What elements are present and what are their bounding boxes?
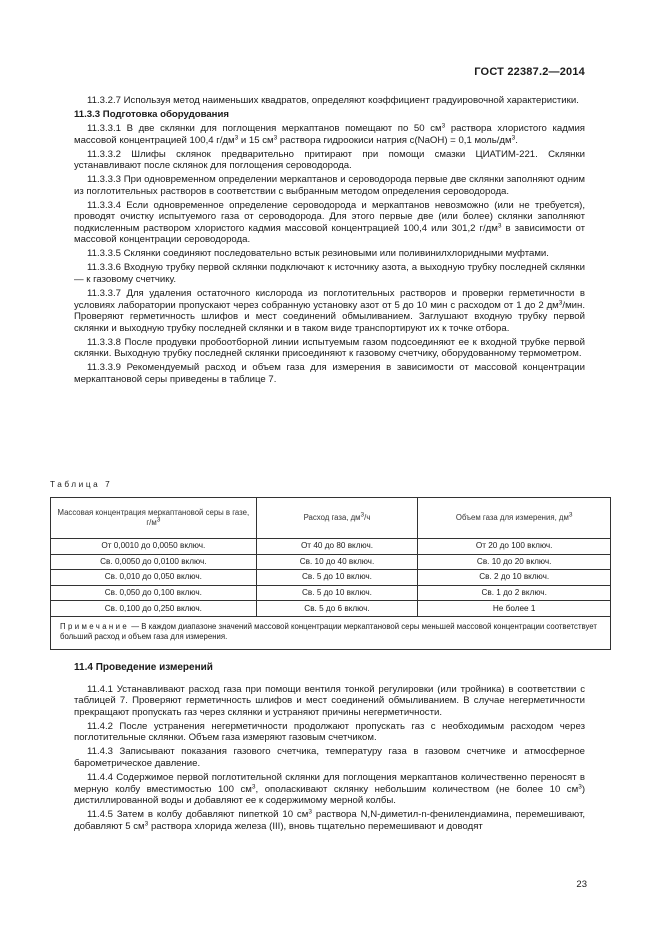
superscript: 3	[441, 122, 446, 130]
superscript: 3	[578, 783, 582, 791]
table-cell: От 40 до 80 включ.	[256, 539, 418, 555]
text-run: раствора N,N-диметил-n-фенилендиамина, перемешивают, добавляют 5 см	[74, 809, 586, 832]
table-cell: Св. 0,0050 до 0,0100 включ.	[51, 554, 257, 570]
paragraph-11-3-3-2: 11.3.3.2 Шлифы склянок предварительно притирают при помощи смазки ЦИАТИМ-221. Склянки устанавливают после склянок для поглощения сероводорода.	[74, 148, 585, 172]
table-row	[51, 585, 611, 601]
text-run: 11.4.4 Содержимое первой поглотительной склянки для поглощения меркаптанов количественно переносят в мерную колбу вместимостью 100 см	[74, 771, 585, 795]
table-7	[50, 497, 611, 650]
paragraph-11-4-1: 11.4.1 Устанавливают расход газа при помощи вентиля тонкой регулировки (или тройника) в соответствии с таблицей 7. Проверяют герметичность шлифов и мест соединений обмыливанием. В случае негерметичности прекращают пропускать газ через склянки и устраняют причины негерметичности.	[74, 683, 585, 718]
paragraph-11-3-3-4	[74, 200, 585, 246]
header-text: Объем газа для измерения, дм	[455, 513, 569, 522]
text-run: 11.3.3.4 Если одновременное определение сероводорода и меркаптанов невозможно (или не требуется), проводят очистку испытуемого газа от сероводорода. Для этого первые две (или более) склянки заполняют подкисленным раствором хлористого кадмия массовой концентрацией 100,4 или 301,2 г/дм	[74, 199, 585, 234]
heading-11-4: 11.4 Проведение измерений	[74, 662, 213, 673]
header-text: Расход газа, дм	[303, 513, 361, 522]
header-gas-volume	[418, 498, 611, 539]
page-number: 23	[576, 879, 587, 890]
header-flow-rate	[256, 498, 418, 539]
text-run: .	[515, 134, 518, 146]
table-cell: От 0,0010 до 0,0050 включ.	[51, 539, 257, 555]
superscript: 3	[558, 299, 563, 307]
paragraph-11-4-4	[74, 772, 585, 807]
paragraph-11-3-3-7	[74, 288, 585, 334]
text-run: 11.3.3.1 В две склянки для поглощения меркаптанов помещают по 50 см	[87, 122, 442, 134]
text-run: /мин. Проверяют герметичность шлифов и мест соединений обмыливанием. Заглушают входную трубку первой склянки и выходную трубку последней склянки и в таком виде транспортируют их к точке отбора.	[74, 299, 585, 334]
superscript: 3	[251, 783, 256, 791]
table-header-row	[51, 498, 611, 539]
text-run: в зависимости от массовой концентрации сероводорода.	[74, 222, 585, 246]
superscript: 3	[273, 134, 278, 142]
superscript: 3	[234, 134, 239, 142]
paragraph-11-4-2: 11.4.2 После устранения негерметичности продолжают пропускать газ с необходимым расходом через поглотительные склянки. Объем газа измеряют газовым счетчиком.	[74, 720, 585, 744]
text-run: раствора хлористого кадмия массовой концентрацией 100,4 г/дм	[74, 122, 585, 146]
note-label: Примечание	[60, 621, 130, 631]
text-run: и 15 см	[238, 134, 274, 146]
superscript: 3	[144, 820, 149, 828]
paragraph-11-4-5	[74, 809, 585, 832]
paragraph-11-3-3-3: 11.3.3.3 При одновременном определении меркаптанов и сероводорода первые две склянки заполняют одним из поглотительных растворов в соответствии с выбранным методом определения сероводорода.	[74, 174, 585, 197]
table-cell: Св. 10 до 40 включ.	[256, 554, 418, 570]
text-run: , ополаскивают склянку небольшим количеством (не более 10 см	[255, 783, 579, 795]
table-cell: От 20 до 100 включ.	[418, 539, 611, 555]
table-cell: Св. 0,100 до 0,250 включ.	[51, 601, 257, 617]
text-run: 11.4.5 Затем в колбу добавляют пипеткой 10 см	[87, 809, 309, 821]
paragraph-11-3-3-1	[74, 123, 585, 146]
text-run: раствора хлорида железа (III), вновь тщательно перемешивают и доводят	[148, 820, 483, 832]
text-run: 11.3.3.7 Для удаления остаточного кислорода из поглотительных растворов и проверки герметичности в условиях лаборатории пропускают через собранную установку азот от 5 до 10 мин с расходом от 1 до 2 дм	[74, 288, 585, 311]
superscript: 3	[568, 511, 573, 519]
table-cell: Св. 5 до 6 включ.	[256, 601, 418, 617]
superscript: 3	[511, 134, 516, 142]
table-row	[51, 539, 611, 555]
superscript: 3	[156, 516, 161, 524]
paragraph-11-3-3-5: 11.3.3.5 Склянки соединяют последовательно встык резиновыми или поливинилхлоридными муфтами.	[87, 248, 549, 260]
document-code: ГОСТ 22387.2—2014	[474, 66, 585, 78]
superscript: 3	[308, 808, 312, 816]
table-row	[51, 570, 611, 586]
paragraph-11-3-3-6: 11.3.3.6 Входную трубку первой склянки подключают к источнику азота, а выходную трубку последней склянки — к газовому счетчику.	[74, 262, 585, 286]
table-cell: Св. 2 до 10 включ.	[418, 570, 611, 586]
note-text: — В каждом диапазоне значений массовой концентрации меркаптановой серы меньшей массовой концентрации соответствует больший расход и объем газа для измерения.	[60, 621, 597, 642]
section-11-4	[74, 662, 585, 835]
table-cell: Не более 1	[418, 601, 611, 617]
table-note	[51, 616, 611, 649]
table-cell: Св. 5 до 10 включ.	[256, 570, 418, 586]
paragraph-11-3-2-7: 11.3.2.7 Используя метод наименьших квадратов, определяют коэффициент градуировочной характеристики.	[87, 95, 579, 106]
table-cell: Св. 10 до 20 включ.	[418, 554, 611, 570]
superscript: 3	[360, 511, 365, 519]
table-row	[51, 554, 611, 570]
table-cell: Св. 5 до 10 включ.	[256, 585, 418, 601]
header-text: Массовая концентрация меркаптановой серы в газе, г/м	[57, 508, 250, 527]
table-cell: Св. 0,010 до 0,050 включ.	[51, 570, 257, 586]
header-concentration	[51, 498, 257, 539]
paragraph-11-4-3: 11.4.3 Записывают показания газового счетчика, температуру газа в газовом счетчике и атмосферное барометрическое давление.	[74, 746, 585, 769]
paragraph-11-3-3-9: 11.3.3.9 Рекомендуемый расход и объем газа для измерения в зависимости от массовой концентрации меркаптановой серы приведены в таблице 7.	[74, 362, 585, 385]
table-note-row	[51, 616, 611, 649]
table-row	[51, 601, 611, 617]
section-11-3	[74, 95, 585, 388]
text-run: раствора гидроокиси натрия c(NaOH) = 0,1 моль/дм	[277, 134, 512, 146]
heading-11-3-3: 11.3.3 Подготовка оборудования	[74, 108, 229, 120]
header-text: /ч	[364, 513, 371, 522]
table-cell: Св. 1 до 2 включ.	[418, 585, 611, 601]
text-run: ) дистиллированной воды и добавляют ее к содержимому мерной колбы.	[74, 783, 586, 807]
table-caption: Таблица 7	[50, 480, 113, 489]
superscript: 3	[497, 222, 502, 230]
table-cell: Св. 0,050 до 0,100 включ.	[51, 585, 257, 601]
paragraph-11-3-3-8: 11.3.3.8 После продувки пробоотборной линии испытуемым газом подсоединяют ее к входной трубке первой склянки. Выходную трубку последней склянки присоединяют к газовому счетчику, оборудованному термометром.	[74, 336, 585, 360]
